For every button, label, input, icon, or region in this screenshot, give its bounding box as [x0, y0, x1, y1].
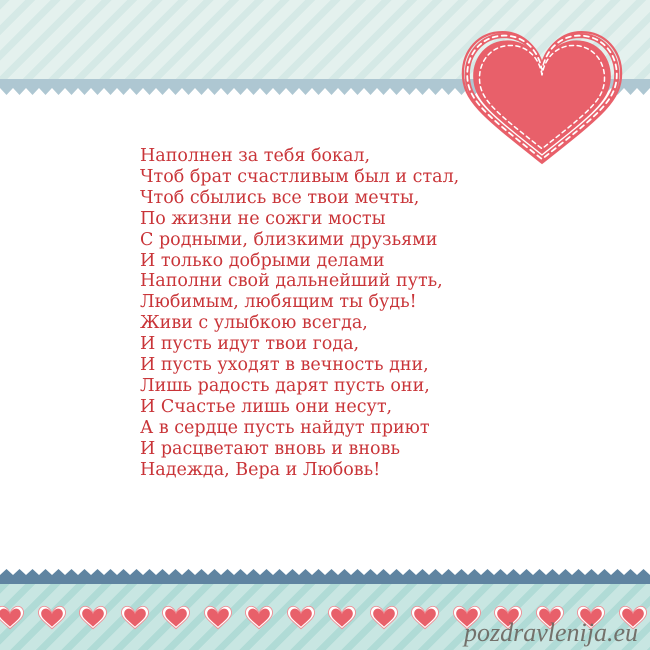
- poem-line: Любимым, любящим ты будь!: [140, 292, 417, 313]
- heart-icon: [37, 604, 67, 632]
- poem-text: [140, 146, 459, 481]
- poem-line: И только добрыми делами: [140, 250, 385, 271]
- heart-icon: [203, 604, 233, 632]
- heart-icon: [120, 604, 150, 632]
- heart-icon: [286, 604, 316, 632]
- poem-line: Наполнен за тебя бокал,: [140, 146, 371, 166]
- poem-line: С родными, близкими друзьями: [140, 229, 438, 250]
- poem-line: Чтоб сбылись все твои мечты,: [140, 187, 420, 208]
- poem-line: Живи с улыбкою всегда,: [140, 313, 368, 334]
- bottom-zigzag-edge: [0, 569, 650, 584]
- heart-icon: [161, 604, 191, 632]
- poem-line: Надежда, Вера и Любовь!: [140, 459, 381, 480]
- poem-line: И Счастье лишь они несут,: [140, 396, 393, 417]
- heart-icon: [410, 604, 440, 632]
- poem-line: И пусть уходят в вечность дни,: [140, 355, 429, 376]
- poem-line: Наполни свой дальнейший путь,: [140, 271, 443, 292]
- heart-icon: [456, 18, 628, 170]
- watermark-text: pozdravlenija.eu: [463, 618, 638, 647]
- poem-line: И расцветают вновь и вновь: [140, 438, 400, 459]
- poem-line: А в сердце пусть найдут приют: [140, 417, 430, 438]
- heart-icon: [369, 604, 399, 632]
- heart-icon: [0, 604, 25, 632]
- heart-icon: [327, 604, 357, 632]
- poem-line: По жизни не сожги мосты: [140, 208, 386, 229]
- heart-icon: [244, 604, 274, 632]
- poem-line: Лишь радость дарят пусть они,: [140, 375, 430, 396]
- poem-line: Чтоб брат счастливым был и стал,: [140, 166, 460, 187]
- heart-icon: [78, 604, 108, 632]
- poem-line: И пусть идут твои года,: [140, 334, 360, 355]
